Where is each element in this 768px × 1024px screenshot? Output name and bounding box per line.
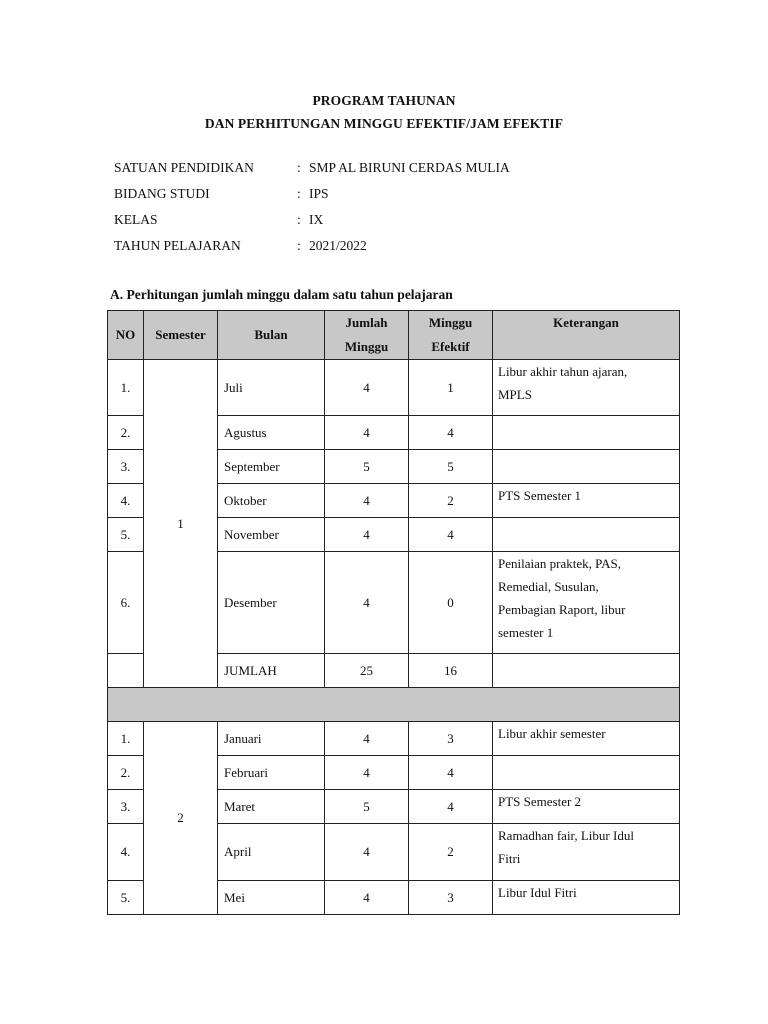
cell-bulan: Juli [218, 360, 325, 416]
cell-jumlah: 4 [325, 881, 409, 915]
info-label: KELAS [114, 212, 158, 227]
keterangan-line: MPLS [498, 387, 532, 402]
info-value: IPS [309, 186, 329, 201]
header-jumlah-line1: Jumlah [345, 315, 388, 330]
cell-no: 3. [108, 790, 144, 824]
cell-bulan: Oktober [218, 484, 325, 518]
header-jumlah-line2: Minggu [344, 339, 389, 354]
header-minggu-efektif [409, 311, 493, 360]
cell-efektif: 1 [409, 360, 493, 416]
info-value: 2021/2022 [309, 238, 367, 253]
cell-efektif: 2 [409, 824, 493, 881]
info-label: TAHUN PELAJARAN [114, 238, 241, 253]
cell-efektif: 3 [409, 722, 493, 756]
keterangan-line: semester 1 [498, 625, 554, 640]
minggu-efektif-table [107, 310, 680, 915]
table-header-row [108, 311, 680, 360]
cell-jumlah: 4 [325, 756, 409, 790]
info-label: SATUAN PENDIDIKAN [114, 160, 254, 175]
cell-no: 2. [108, 756, 144, 790]
keterangan-line: PTS Semester 2 [498, 794, 582, 809]
keterangan-line: Libur Idul Fitri [498, 885, 577, 900]
cell-keterangan [493, 552, 680, 654]
header-keterangan: Keterangan [493, 311, 680, 360]
cell-total-label: JUMLAH [218, 654, 325, 688]
header-jumlah-minggu [325, 311, 409, 360]
cell-no: 2. [108, 416, 144, 450]
keterangan-line: Ramadhan fair, Libur Idul [498, 828, 634, 843]
cell-jumlah: 5 [325, 450, 409, 484]
info-separator: : [297, 212, 301, 227]
cell-keterangan [493, 790, 680, 824]
cell-total-efektif: 16 [409, 654, 493, 688]
keterangan-line: Libur akhir semester [498, 726, 606, 741]
cell-keterangan [493, 360, 680, 416]
cell-keterangan [493, 518, 680, 552]
cell-bulan: September [218, 450, 325, 484]
cell-keterangan [493, 450, 680, 484]
cell-efektif: 5 [409, 450, 493, 484]
cell-no [108, 654, 144, 688]
cell-jumlah: 5 [325, 790, 409, 824]
cell-no: 5. [108, 518, 144, 552]
cell-efektif: 4 [409, 756, 493, 790]
info-value: IX [309, 212, 324, 227]
cell-keterangan [493, 824, 680, 881]
cell-jumlah: 4 [325, 722, 409, 756]
cell-jumlah: 4 [325, 824, 409, 881]
cell-efektif: 4 [409, 416, 493, 450]
cell-keterangan [493, 756, 680, 790]
cell-no: 4. [108, 484, 144, 518]
cell-bulan: Februari [218, 756, 325, 790]
doc-title-line1: PROGRAM TAHUNAN [312, 93, 456, 108]
cell-efektif: 0 [409, 552, 493, 654]
cell-efektif: 3 [409, 881, 493, 915]
cell-bulan: April [218, 824, 325, 881]
header-bulan: Bulan [218, 311, 325, 360]
info-separator: : [297, 186, 301, 201]
cell-bulan: Desember [218, 552, 325, 654]
keterangan-line: Fitri [498, 851, 521, 866]
cell-efektif: 4 [409, 790, 493, 824]
cell-jumlah: 4 [325, 484, 409, 518]
cell-jumlah: 4 [325, 416, 409, 450]
info-value: SMP AL BIRUNI CERDAS MULIA [309, 160, 510, 175]
keterangan-line: Penilaian praktek, PAS, [498, 556, 622, 571]
cell-keterangan [493, 722, 680, 756]
semester-separator-row [108, 688, 680, 722]
table-row [108, 360, 680, 416]
cell-keterangan [493, 654, 680, 688]
info-separator: : [297, 238, 301, 253]
doc-title-line2: DAN PERHITUNGAN MINGGU EFEKTIF/JAM EFEKTIF [204, 116, 564, 131]
cell-no: 6. [108, 552, 144, 654]
keterangan-line: PTS Semester 1 [498, 488, 582, 503]
cell-bulan: Januari [218, 722, 325, 756]
info-separator: : [297, 160, 301, 175]
cell-keterangan [493, 416, 680, 450]
cell-no: 1. [108, 722, 144, 756]
section-a-title: A. Perhitungan jumlah minggu dalam satu tahun pelajaran [110, 287, 453, 302]
cell-efektif: 2 [409, 484, 493, 518]
cell-bulan: Maret [218, 790, 325, 824]
cell-semester-2: 2 [144, 722, 218, 915]
header-semester: Semester [144, 311, 218, 360]
keterangan-line: Pembagian Raport, libur [498, 602, 626, 617]
cell-bulan: Agustus [218, 416, 325, 450]
cell-keterangan [493, 484, 680, 518]
cell-semester-1: 1 [144, 360, 218, 688]
separator-cell [108, 688, 680, 722]
cell-no: 1. [108, 360, 144, 416]
cell-keterangan [493, 881, 680, 915]
header-efektif-line1: Minggu [428, 315, 473, 330]
keterangan-line: Libur akhir tahun ajaran, [498, 364, 628, 379]
cell-no: 5. [108, 881, 144, 915]
cell-no: 3. [108, 450, 144, 484]
table-row [108, 722, 680, 756]
keterangan-line: Remedial, Susulan, [498, 579, 599, 594]
cell-efektif: 4 [409, 518, 493, 552]
cell-bulan: Mei [218, 881, 325, 915]
header-no: NO [108, 311, 144, 360]
cell-jumlah: 4 [325, 360, 409, 416]
info-label: BIDANG STUDI [114, 186, 210, 201]
cell-no: 4. [108, 824, 144, 881]
header-efektif-line2: Efektif [431, 339, 470, 354]
cell-total-jumlah: 25 [325, 654, 409, 688]
cell-jumlah: 4 [325, 552, 409, 654]
cell-bulan: November [218, 518, 325, 552]
cell-jumlah: 4 [325, 518, 409, 552]
